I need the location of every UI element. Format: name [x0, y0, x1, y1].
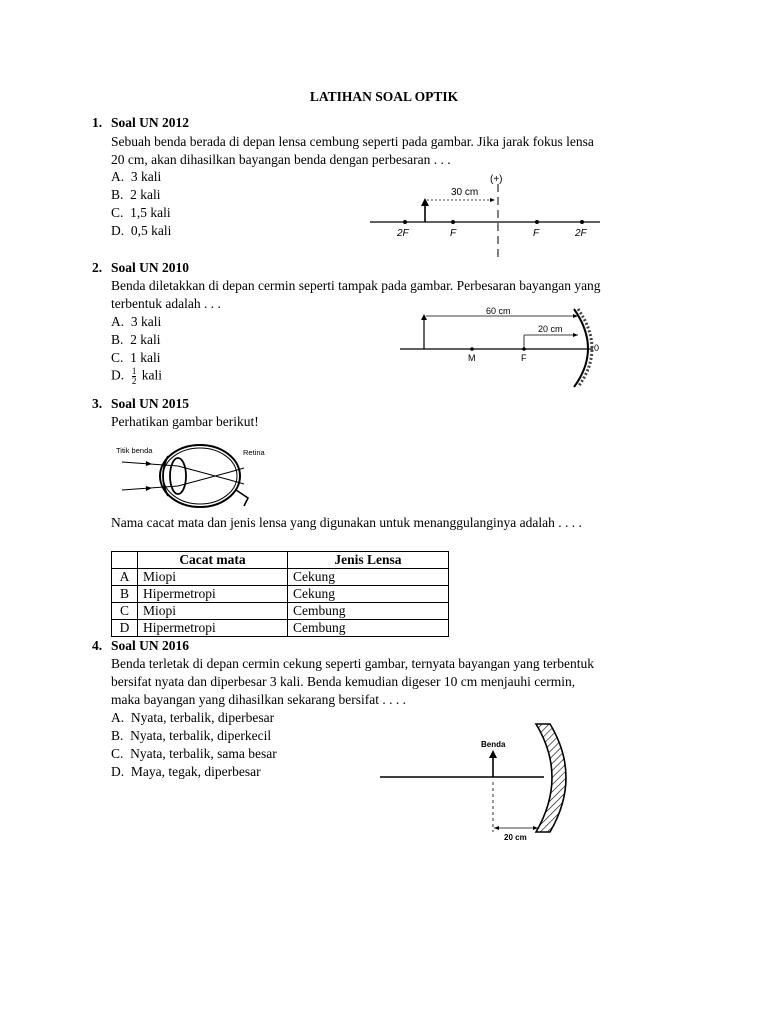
page-title: LATIHAN SOAL OPTIK	[309, 89, 459, 104]
lens-symbol: (+)	[490, 174, 503, 185]
distance-label: 30 cm	[451, 187, 479, 198]
q2-option-b[interactable]	[111, 332, 161, 348]
q2-text-line2: terbentuk adalah . . .	[111, 296, 221, 311]
table-cell: Cembung	[288, 620, 449, 637]
q4-option-d[interactable]	[111, 764, 261, 780]
q2-option-d[interactable]	[111, 367, 162, 386]
option-text: 1 kali	[130, 350, 161, 365]
option-letter: C.	[111, 205, 124, 220]
label-20cm: 20 cm	[504, 833, 527, 842]
option-text: 2 kali	[130, 332, 161, 347]
table-row[interactable]	[112, 620, 449, 637]
table-cell: A	[112, 569, 138, 586]
q4-text-line1: Benda terletak di depan cermin cekung seperti gambar, ternyata bayangan yang terbentuk	[111, 656, 595, 671]
table-cell: C	[112, 603, 138, 620]
q2-number: 2.	[92, 260, 103, 275]
table-cell: Miopi	[138, 569, 288, 586]
option-letter: A.	[111, 169, 125, 184]
point-2f-left	[403, 220, 407, 224]
table-cell: D	[112, 620, 138, 637]
q4-text-line2: bersifat nyata dan diperbesar 3 kali. Benda kemudian digeser 10 cm menjauhi cermin,	[111, 674, 576, 689]
point-f	[522, 347, 526, 351]
q4-option-b[interactable]	[111, 728, 271, 744]
q2-mirror-diagram	[398, 305, 608, 390]
table-header-cell	[112, 552, 138, 569]
table-cell: Cekung	[288, 569, 449, 586]
option-text: Nyata, terbalik, diperbesar	[130, 710, 275, 725]
label-f: F	[521, 353, 527, 363]
label-20cm: 20 cm	[538, 324, 563, 334]
q1-number: 1.	[92, 115, 103, 130]
option-text: Nyata, terbalik, sama besar	[130, 746, 277, 761]
option-letter: B.	[111, 728, 124, 743]
table-header-cell: Cacat mata	[138, 552, 288, 569]
q1-option-a[interactable]	[111, 169, 161, 185]
eyeball	[160, 445, 240, 507]
label-f-left: F	[450, 228, 457, 239]
label-2f-left: 2F	[397, 228, 409, 239]
label-60cm: 60 cm	[486, 306, 511, 316]
q1-option-c[interactable]	[111, 205, 171, 221]
option-letter: C.	[111, 746, 124, 761]
option-letter: A.	[111, 710, 125, 725]
table-cell: Cembung	[288, 603, 449, 620]
q1-lens-diagram	[365, 170, 605, 260]
fraction-denominator: 2	[131, 376, 137, 386]
point-2f-right	[580, 220, 584, 224]
optic-nerve	[236, 490, 248, 506]
option-text: Nyata, terbalik, diperkecil	[130, 728, 272, 743]
table-cell: Hipermetropi	[138, 620, 288, 637]
q3-table	[111, 551, 449, 637]
q4-number: 4.	[92, 638, 103, 653]
table-row[interactable]	[112, 603, 449, 620]
q2-option-c[interactable]	[111, 350, 161, 366]
option-letter: A.	[111, 314, 125, 329]
label-titik-benda: Titik benda	[116, 446, 153, 455]
q1-option-d[interactable]	[111, 223, 171, 239]
label-m: M	[468, 353, 476, 363]
table-cell: B	[112, 586, 138, 603]
q4-heading: Soal UN 2016	[111, 638, 190, 653]
q3-heading: Soal UN 2015	[111, 396, 190, 411]
option-text: 3 kali	[130, 169, 162, 184]
table-header-row	[112, 552, 449, 569]
option-letter: B.	[111, 187, 124, 202]
point-f-left	[451, 220, 455, 224]
option-text: 0,5 kali	[130, 223, 172, 238]
label-2f-right: 2F	[575, 228, 587, 239]
option-text: 1,5 kali	[130, 205, 171, 220]
q1-text-line1: Sebuah benda berada di depan lensa cembung seperti pada gambar. Jika jarak fokus lensa	[111, 134, 594, 149]
q4-option-a[interactable]	[111, 710, 274, 726]
option-letter: B.	[111, 332, 124, 347]
label-o: 0	[594, 343, 600, 353]
q4-text-line3: maka bayangan yang dihasilkan sekarang bersifat . . . .	[111, 692, 407, 707]
table-cell: Miopi	[138, 603, 288, 620]
label-retina: Retina	[243, 448, 265, 457]
option-letter: D.	[111, 764, 125, 779]
option-text: kali	[141, 367, 162, 383]
fraction-numerator: 1	[131, 366, 137, 376]
q2-heading: Soal UN 2010	[111, 260, 190, 275]
q4-option-c[interactable]	[111, 746, 277, 762]
q2-option-a[interactable]	[111, 314, 161, 330]
q1-text-line2: 20 cm, akan dihasilkan bayangan benda dengan perbesaran . . .	[111, 152, 451, 167]
table-cell: Hipermetropi	[138, 586, 288, 603]
point-m	[470, 347, 474, 351]
option-text: 2 kali	[130, 187, 161, 202]
option-letter: C.	[111, 350, 124, 365]
q4-mirror-diagram	[378, 718, 588, 848]
option-letter: D.	[111, 367, 125, 383]
q2-text-line1: Benda diletakkan di depan cermin seperti tampak pada gambar. Perbesaran bayangan yang	[111, 278, 601, 293]
table-header-cell: Jenis Lensa	[288, 552, 449, 569]
label-f-right: F	[533, 228, 540, 239]
point-f-right	[535, 220, 539, 224]
option-text: Maya, tegak, diperbesar	[130, 764, 261, 779]
table-row[interactable]	[112, 569, 449, 586]
object-arrow-head	[421, 198, 429, 206]
concave-mirror	[536, 724, 566, 832]
q1-heading: Soal UN 2012	[111, 115, 190, 130]
q3-number: 3.	[92, 396, 103, 411]
q3-text-line1: Perhatikan gambar berikut!	[111, 414, 259, 429]
fraction-half	[132, 367, 137, 386]
label-benda: Benda	[481, 740, 506, 749]
q3-eye-diagram	[112, 440, 287, 512]
option-text: 3 kali	[130, 314, 162, 329]
q3-question: Nama cacat mata dan jenis lensa yang digunakan untuk menanggulanginya adalah . . . .	[111, 515, 582, 530]
option-letter: D.	[111, 223, 125, 238]
q1-option-b[interactable]	[111, 187, 161, 203]
table-row[interactable]	[112, 586, 449, 603]
eye-lens	[170, 458, 186, 494]
table-cell: Cekung	[288, 586, 449, 603]
